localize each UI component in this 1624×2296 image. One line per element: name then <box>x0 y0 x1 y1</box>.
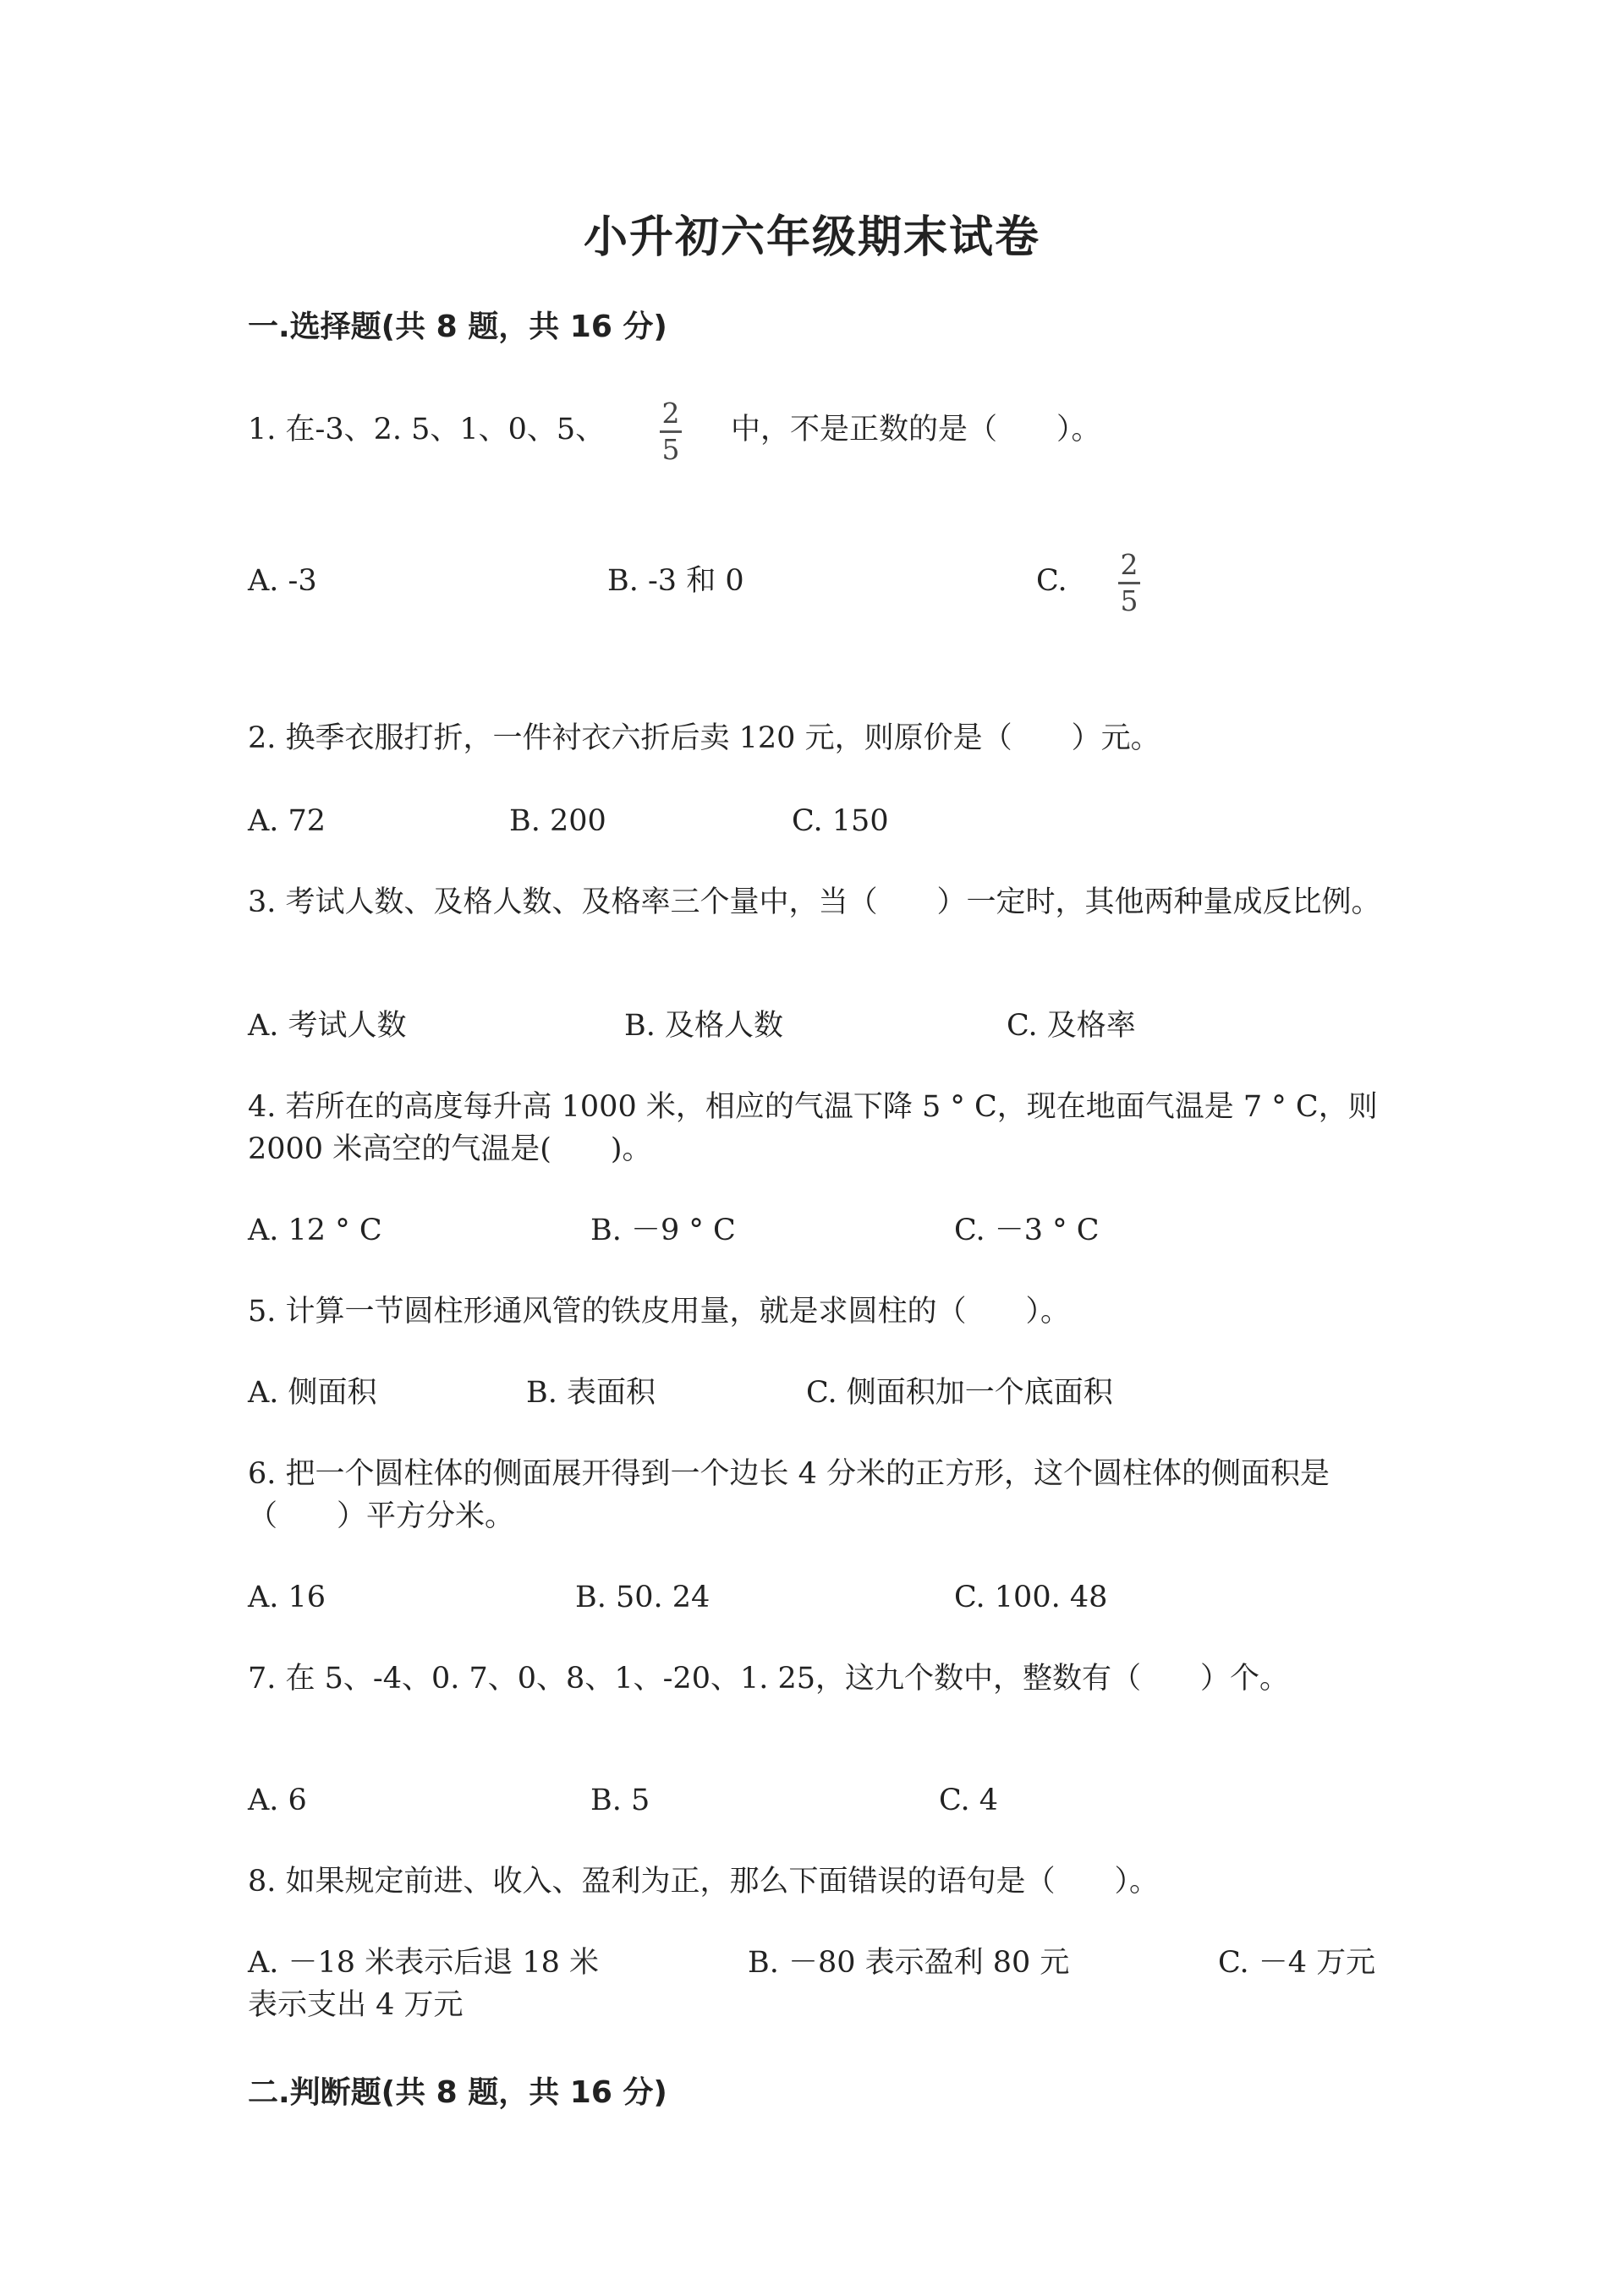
question-7-option-a[interactable]: A. 6 <box>248 1784 307 1817</box>
question-4-option-a[interactable]: A. 12 ° C <box>248 1214 382 1247</box>
question-1-fraction <box>660 399 682 464</box>
fraction-numerator: 2 <box>661 397 680 430</box>
question-3-option-b[interactable]: B. 及格人数 <box>624 1009 783 1043</box>
question-1-option-b[interactable]: B. -3 和 0 <box>607 564 744 598</box>
question-6-option-a[interactable]: A. 16 <box>248 1581 326 1614</box>
question-5-option-b[interactable]: B. 表面积 <box>526 1376 656 1410</box>
question-1-stem-after: 中，不是正数的是（ ）。 <box>731 413 1101 447</box>
question-2-option-c[interactable]: C. 150 <box>792 804 889 838</box>
question-6-stem: 6. 把一个圆柱体的侧面展开得到一个边长 4 分米的正方形，这个圆柱体的侧面积是（ ）平方分米。 <box>248 1457 1330 1533</box>
question-2-option-a[interactable]: A. 72 <box>248 804 326 838</box>
question-8-option-a[interactable]: A. －18 米表示后退 18 米 <box>248 1946 599 1980</box>
question-1-option-c-fraction <box>1118 548 1140 617</box>
question-3-option-c[interactable]: C. 及格率 <box>1007 1009 1136 1043</box>
section-heading-judgement: 二.判断题(共 8 题，共 16 分) <box>248 2075 667 2110</box>
question-5-option-c[interactable]: C. 侧面积加一个底面积 <box>806 1376 1113 1410</box>
question-5-option-a[interactable]: A. 侧面积 <box>248 1376 377 1410</box>
question-7-option-c[interactable]: C. 4 <box>939 1784 999 1817</box>
section-heading-choice: 一.选择题(共 8 题，共 16 分) <box>248 310 667 344</box>
question-8-stem: 8. 如果规定前进、收入、盈利为正，那么下面错误的语句是（ ）。 <box>248 1865 1160 1899</box>
question-4-stem: 4. 若所在的高度每升高 1000 米，相应的气温下降 5 ° C，现在地面气温是 7 ° C，则 2000 米高空的气温是( )。 <box>248 1090 1378 1166</box>
question-3-option-a[interactable]: A. 考试人数 <box>248 1009 407 1043</box>
exam-title: 小升初六年级期末试卷 <box>583 211 1040 263</box>
question-1-option-c[interactable]: C. <box>1036 564 1067 598</box>
question-6-option-c[interactable]: C. 100. 48 <box>954 1581 1108 1614</box>
fraction-denominator: 5 <box>1120 584 1138 617</box>
question-7-option-b[interactable]: B. 5 <box>590 1784 650 1817</box>
question-4-option-b[interactable]: B. －9 ° C <box>590 1214 736 1247</box>
question-8-option-c-continued: 表示支出 4 万元 <box>248 1988 464 2022</box>
question-4-option-c[interactable]: C. －3 ° C <box>954 1214 1100 1247</box>
question-7-stem: 7. 在 5、-4、0. 7、0、8、1、-20、1. 25，这九个数中，整数有（ ）个。 <box>248 1662 1290 1696</box>
question-1-stem-before: 1. 在-3、2. 5、1、0、5、 <box>248 413 606 447</box>
question-8-option-b[interactable]: B. －80 表示盈利 80 元 <box>748 1946 1070 1980</box>
fraction-numerator: 2 <box>1120 548 1138 581</box>
question-2-option-b[interactable]: B. 200 <box>509 804 606 838</box>
question-8-option-c[interactable]: C. －4 万元 <box>1218 1946 1376 1980</box>
question-5-stem: 5. 计算一节圆柱形通风管的铁皮用量，就是求圆柱的（ ）。 <box>248 1295 1071 1329</box>
question-6-option-b[interactable]: B. 50. 24 <box>575 1581 710 1614</box>
question-1-option-a[interactable]: A. -3 <box>248 564 317 598</box>
question-2-stem: 2. 换季衣服打折，一件衬衣六折后卖 120 元，则原价是（ ）元。 <box>248 721 1160 755</box>
fraction-denominator: 5 <box>661 433 680 466</box>
question-3-stem: 3. 考试人数、及格人数、及格率三个量中，当（ ）一定时，其他两种量成反比例。 <box>248 885 1381 919</box>
